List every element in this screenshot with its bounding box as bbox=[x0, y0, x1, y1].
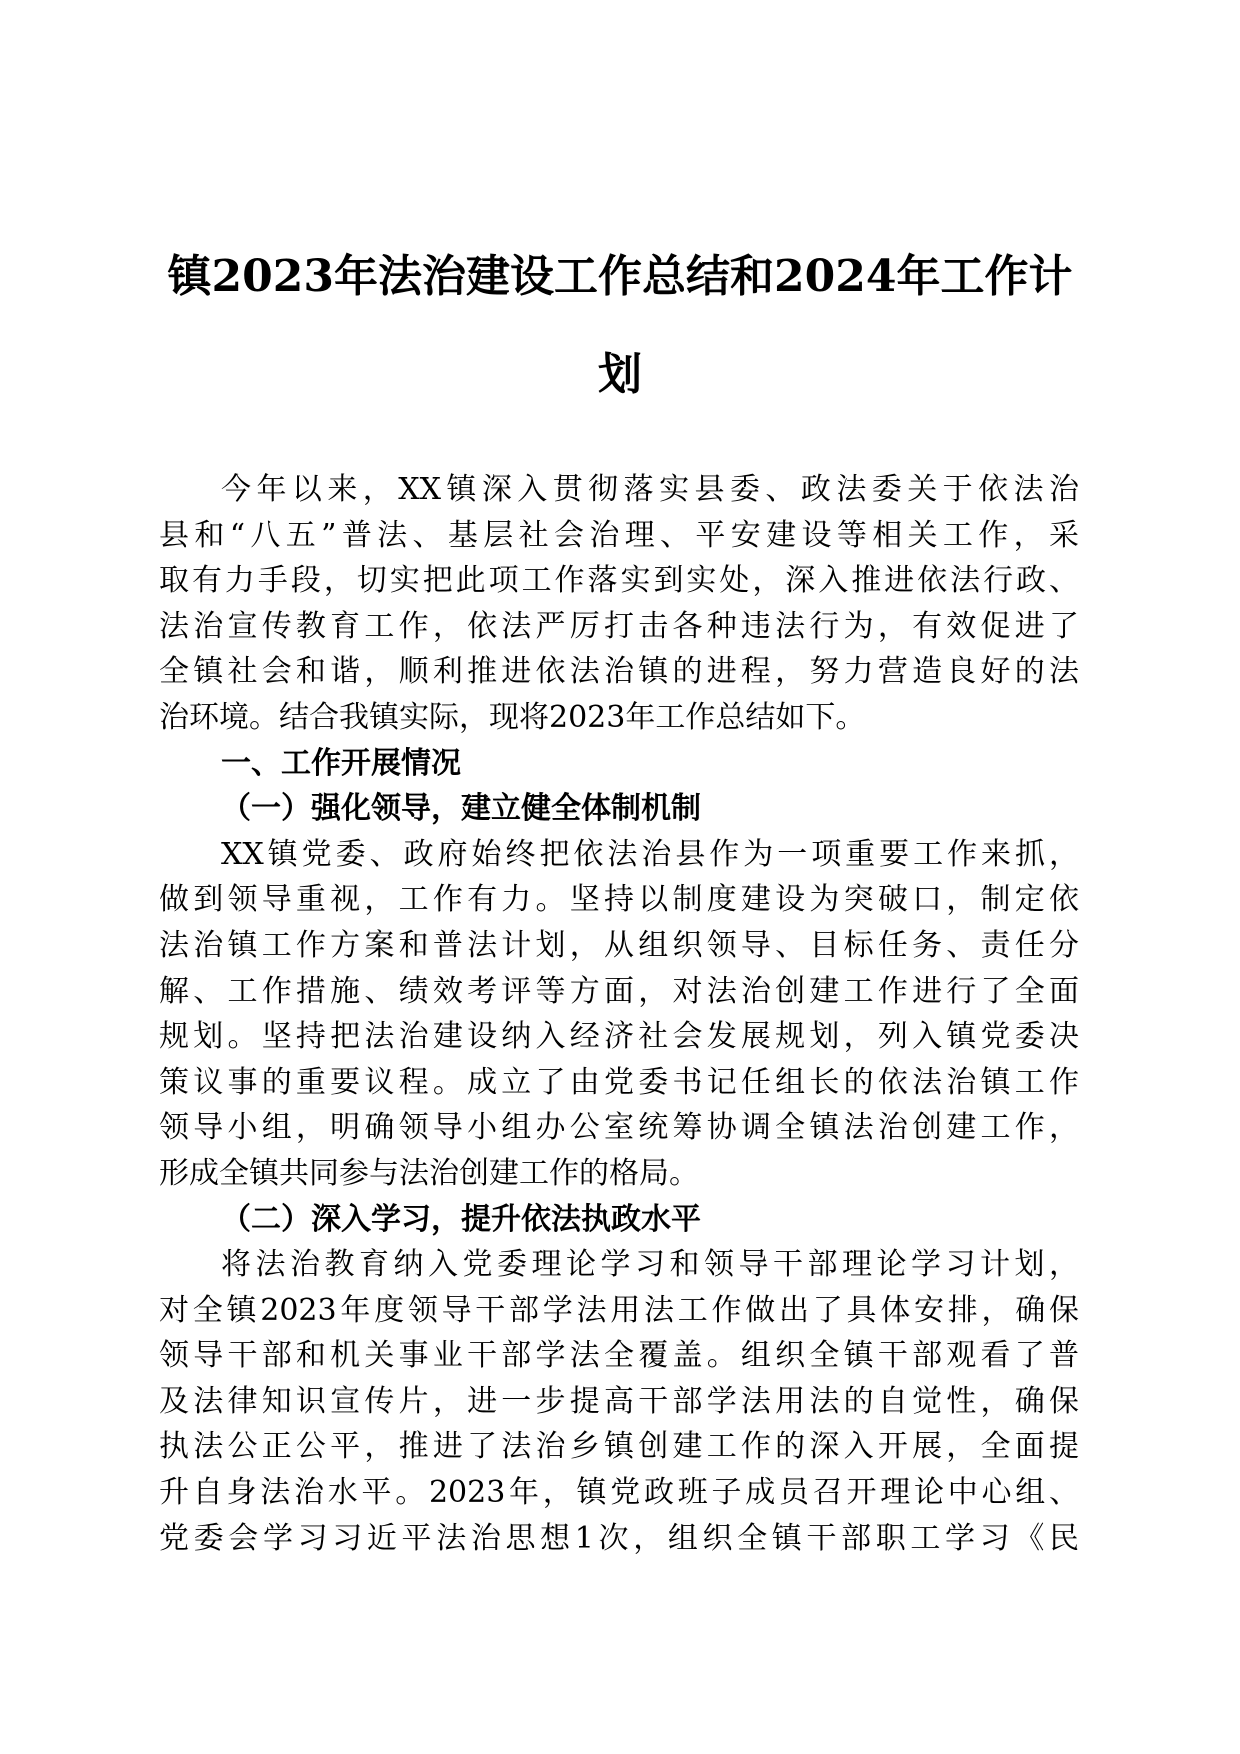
subsection-2-paragraph bbox=[159, 1242, 1079, 1561]
paragraph-line: 策议事的重要议程。成立了由党委书记任组长的依法治镇工作 bbox=[159, 1064, 1079, 1100]
subsection-heading-1: （一）强化领导，建立健全体制机制 bbox=[221, 791, 701, 827]
title-line-1: 镇2023年法治建设工作总结和2024年工作计 bbox=[167, 251, 1073, 302]
paragraph-line: XX镇党委、政府始终把依法治县作为一项重要工作来抓， bbox=[221, 836, 1079, 872]
paragraph-line: 县和“八五”普法、基层社会治理、平安建设等相关工作，采 bbox=[159, 517, 1079, 553]
paragraph-line: 做到领导重视，工作有力。坚持以制度建设为突破口，制定依 bbox=[159, 882, 1079, 918]
section-heading-1: 一、工作开展情况 bbox=[221, 745, 461, 781]
paragraph-line: 全镇社会和谐，顺利推进依法治镇的进程，努力营造良好的法 bbox=[159, 654, 1079, 690]
paragraph-line: 领导干部和机关事业干部学法全覆盖。组织全镇干部观看了普 bbox=[159, 1338, 1079, 1374]
paragraph-line: 法治宣传教育工作，依法严厉打击各种违法行为，有效促进了 bbox=[159, 608, 1079, 644]
paragraph-line: 规划。坚持把法治建设纳入经济社会发展规划，列入镇党委决 bbox=[159, 1019, 1079, 1055]
title-line-2: 划 bbox=[598, 349, 642, 400]
paragraph-line: 形成全镇共同参与法治创建工作的格局。 bbox=[159, 1155, 699, 1191]
paragraph-line: 今年以来，XX镇深入贯彻落实县委、政法委关于依法治 bbox=[221, 472, 1079, 507]
paragraph-line: 及法律知识宣传片，进一步提高干部学法用法的自觉性，确保 bbox=[159, 1383, 1079, 1419]
paragraph-line: 解、工作措施、绩效考评等方面，对法治创建工作进行了全面 bbox=[159, 973, 1079, 1009]
paragraph-line: 取有力手段，切实把此项工作落实到实处，深入推进依法行政、 bbox=[159, 563, 1079, 599]
subsection-heading-2: （二）深入学习，提升依法执政水平 bbox=[221, 1201, 701, 1237]
document-title bbox=[150, 228, 1090, 424]
paragraph-line: 执法公正公平，推进了法治乡镇创建工作的深入开展，全面提 bbox=[159, 1429, 1079, 1465]
subsection-1-paragraph bbox=[159, 832, 1079, 1197]
paragraph-line: 治环境。结合我镇实际，现将2023年工作总结如下。 bbox=[159, 699, 866, 735]
intro-paragraph bbox=[159, 467, 1079, 741]
paragraph-line: 将法治教育纳入党委理论学习和领导干部理论学习计划， bbox=[221, 1247, 1079, 1283]
paragraph-line: 领导小组，明确领导小组办公室统筹协调全镇法治创建工作， bbox=[159, 1110, 1079, 1146]
paragraph-line: 法治镇工作方案和普法计划，从组织领导、目标任务、责任分 bbox=[159, 927, 1079, 963]
document-body bbox=[159, 467, 1079, 1561]
paragraph-line: 升自身法治水平。2023年，镇党政班子成员召开理论中心组、 bbox=[159, 1475, 1079, 1511]
paragraph-line: 党委会学习习近平法治思想1次，组织全镇干部职工学习《民 bbox=[159, 1520, 1079, 1556]
paragraph-line: 对全镇2023年度领导干部学法用法工作做出了具体安排，确保 bbox=[159, 1292, 1079, 1328]
